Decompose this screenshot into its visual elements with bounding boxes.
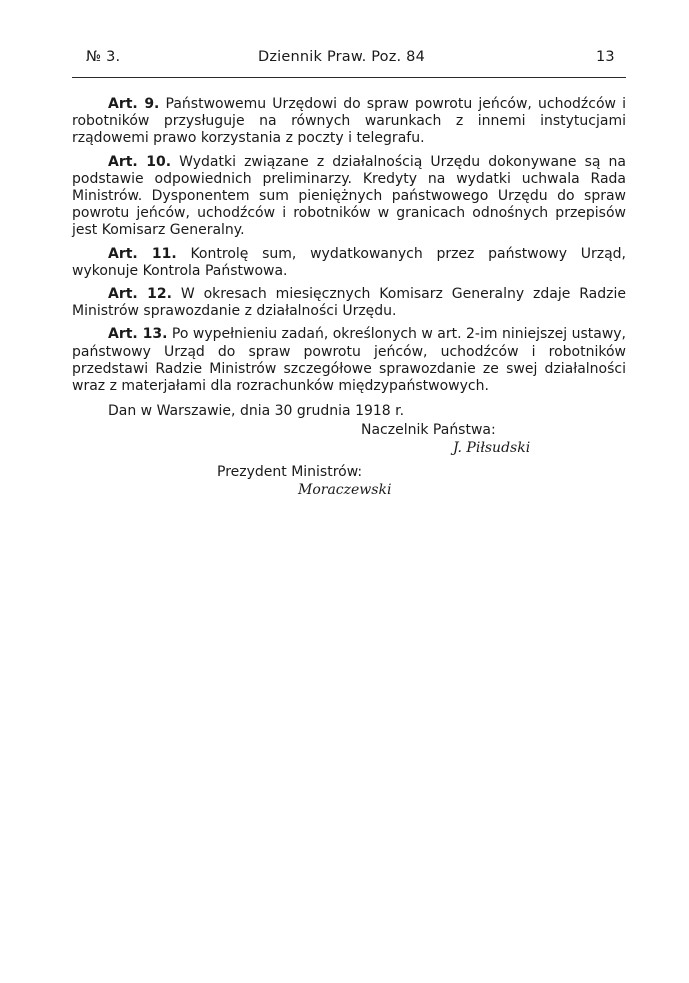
journal-title: Dziennik Praw. Poz. 84	[258, 49, 426, 65]
article-label: Art. 12.	[108, 286, 172, 303]
article-text: W okresach miesięcznych Komisarz Generalny zdaje Radzie Ministrów sprawozdanie z działalności Urzędu.	[72, 286, 627, 320]
article-text: Po wypełnieniu zadań, określonych w art. 2-im niniejszej ustawy, państwowy Urząd do spraw powrotu jeńców, uchodźców i robotników przedstawi Radzie Ministrów szczegółowe sprawozdanie ze swej działalności wraz z materjałami dla rozrachunków międzypaństwowych.	[72, 326, 627, 395]
article-text: Państwowemu Urzędowi do spraw powrotu jeńców, uchodźców i robotników przysługuje na równych warunkach z innemi instytucjami rządowemi prawo korzystania z poczty i telegrafu.	[72, 96, 626, 147]
document-body	[72, 96, 626, 420]
article-text: Wydatki związane z działalnością Urzędu dokonywane są na podstawie odpowiednich preliminarzy. Kredyty na wydatki uchwala Rada Ministrów. Dysponentem sum pieniężnych państwowego Urzędu do spraw powrotu jeńców, uchodźców i robotników w granicach odnośnych przepisów jest Komisarz Generalny.	[72, 153, 626, 239]
article-11	[72, 246, 626, 280]
date-place-line: Dan w Warszawie, dnia 30 grudnia 1918 r.	[108, 403, 405, 420]
head-of-state-signature: J. Piłsudski	[453, 440, 531, 456]
article-label: Art. 13.	[108, 326, 168, 343]
article-9	[72, 96, 626, 148]
prime-minister-title: Prezydent Ministrów:	[217, 464, 363, 480]
header-divider	[72, 77, 626, 78]
article-10	[72, 154, 626, 240]
page-number: 13	[596, 49, 615, 65]
article-label: Art. 10.	[108, 153, 172, 170]
page-header	[72, 44, 626, 72]
article-label: Art. 11.	[108, 245, 177, 262]
prime-minister-signature: Moraczewski	[298, 482, 392, 498]
article-12	[72, 286, 626, 320]
article-text: Kontrolę sum, wydatkowanych przez państwowy Urząd, wykonuje Kontrola Państwowa.	[72, 245, 626, 279]
issue-number: № 3.	[86, 49, 121, 65]
article-13	[72, 326, 626, 395]
head-of-state-title: Naczelnik Państwa:	[361, 422, 496, 438]
article-label: Art. 9.	[108, 96, 160, 112]
